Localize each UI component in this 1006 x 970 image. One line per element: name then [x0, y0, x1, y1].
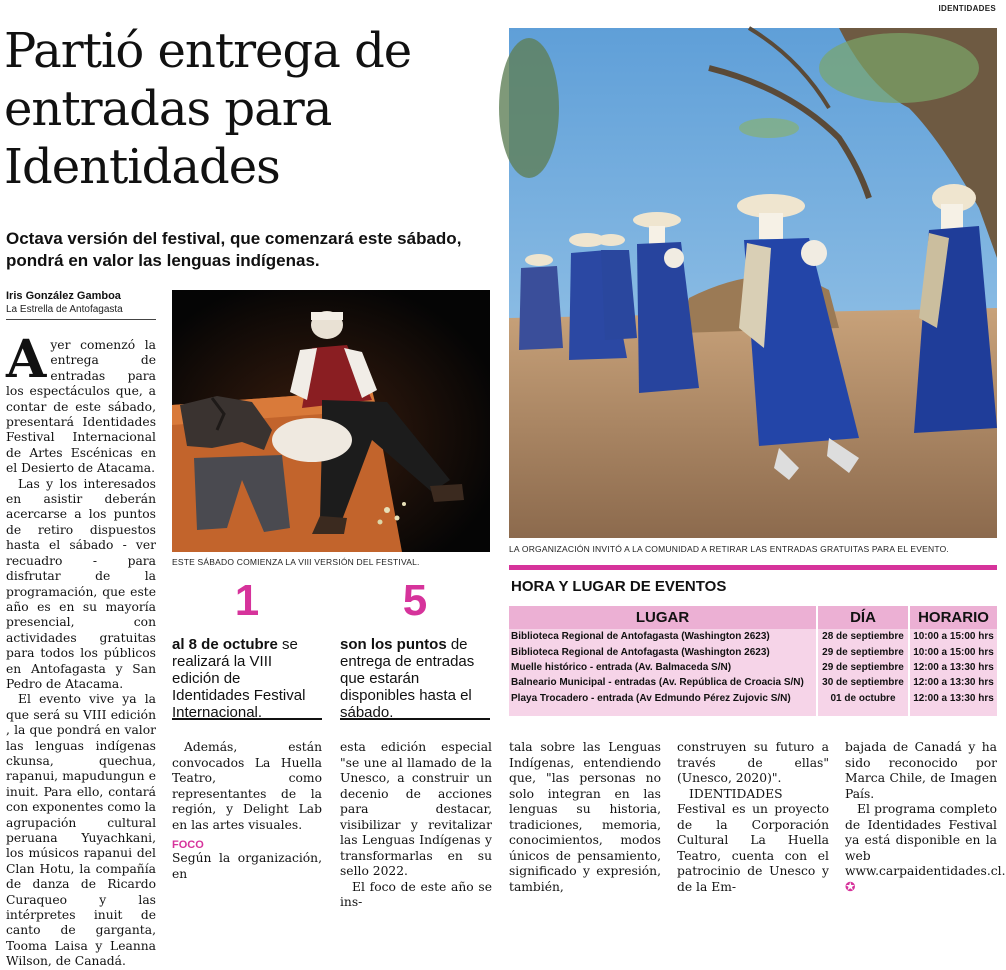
cell-dia: 30 de septiembre — [817, 675, 909, 690]
headline: Partió entrega de entradas para Identidades — [4, 23, 412, 195]
cell-horario: 10:00 a 15:00 hrs — [909, 629, 997, 644]
table-row — [509, 644, 997, 659]
dancers-photo — [509, 28, 997, 538]
table-row — [509, 675, 997, 690]
article-column-4 — [509, 740, 661, 895]
byline-outlet: La Estrella de Antofagasta — [6, 304, 123, 315]
stage-performer-photo — [172, 290, 490, 552]
cell-lugar: Balneario Municipal - entradas (Av. República de Croacia S/N) — [509, 675, 817, 690]
article-column-2 — [172, 740, 322, 882]
end-mark-icon: ✪ — [845, 879, 856, 894]
article-paragraph: IDENTIDADES Festival es un proyecto de la Corporación Cultural La Huella Teatro, cuenta con el patrocinio de Unesco y de la Em- — [677, 786, 829, 894]
stat-description: al 8 de octubre se realizará la VIII edición de Identidades Festival Internacional. — [172, 636, 306, 721]
stat-number: 5 — [402, 576, 428, 625]
stat-description: son los puntos de entrega de entradas que estarán disponibles hasta el sábado. — [340, 636, 475, 721]
lead-paragraph: Octava versión del festival, que comenzará este sábado, pondrá en valor las lenguas indígenas. — [6, 229, 462, 270]
article-paragraph: esta edición especial "se une al llamado de la Unesco, a construir un decenio de acciones para destacar, visibilizar y revitalizar las Lenguas Indígenas y transformarlas en su sello 2022. — [340, 740, 492, 878]
cell-dia: 29 de septiembre — [817, 644, 909, 659]
table-row-spacer — [509, 706, 997, 716]
events-accent-bar — [509, 565, 997, 570]
byline-author: Iris González Gamboa — [6, 290, 121, 302]
article-column-5 — [677, 740, 829, 895]
photo-caption: ESTE SÁBADO COMIENZA LA VIII VERSIÓN DEL FESTIVAL. — [172, 557, 420, 567]
article-paragraph: Las y los interesados en asistir deberán acercarse a los puntos de retiro dispuestos hasta el sábado - ver recuadro - para disfrutar de la programación, que este año es en su mayoría presencial, con actividades gratuitas para todos los públicos en Antofagasta y San Pedro de Atacama. — [6, 476, 156, 691]
article-paragraph: construyen su futuro a través de ellas" (Unesco, 2020)". — [677, 740, 829, 785]
article-paragraph: Según la organización, en — [172, 851, 322, 881]
article-paragraph: El evento vive ya la que será su VIII edición , la que pondrá en valor las lenguas indígenas ckunsa, quechua, rapanui, mapudungun e inuit. Para ello, contará con exponentes como la agrupación cultural peruana Yuyachkani, los músicos rapanui del Clan Hotu, la compañía de danza de Ricardo Curaqueo y las intérpretes inuit de canto de garganta, Tooma Laisa y Leanna Wilson, de Canadá. — [6, 692, 156, 969]
stage-performer-illustration — [172, 290, 490, 552]
article-paragraph: bajada de Canadá y ha sido reconocido por Marca Chile, de Imagen País. — [845, 740, 997, 801]
events-table — [509, 606, 997, 716]
section-tag: IDENTIDADES — [938, 4, 996, 13]
cell-dia: 29 de septiembre — [817, 660, 909, 675]
stat-divider — [340, 718, 490, 720]
article-paragraph: tala sobre las Lenguas Indígenas, entendiendo que, "las personas no solo integran en las lenguas su historia, tradiciones, memoria, conocimientos, modos únicos de pensamiento, significado y expresión, también, — [509, 740, 661, 894]
byline-divider — [6, 319, 156, 320]
table-row — [509, 629, 997, 644]
dancer-figure — [519, 254, 563, 350]
column-header-dia: DÍA — [817, 606, 909, 629]
cell-horario: 12:00 a 13:30 hrs — [909, 675, 997, 690]
cell-horario: 12:00 a 13:30 hrs — [909, 691, 997, 706]
cell-lugar: Muelle histórico - entrada (Av. Balmaceda S/N) — [509, 660, 817, 675]
cell-horario: 12:00 a 13:30 hrs — [909, 660, 997, 675]
article-paragraph: El programa completo de Identidades Festival ya está disponible en la web www.carpaidentidades.cl. ✪ — [845, 802, 1006, 894]
cell-dia: 28 de septiembre — [817, 629, 909, 644]
table-row — [509, 691, 997, 706]
events-table-header-row — [509, 606, 997, 629]
article-column-1 — [6, 329, 156, 970]
byline — [6, 290, 166, 316]
article-paragraph: Además, están convocados La Huella Teatro, como representantes de la región, y Delight Lab en las artes visuales. — [172, 740, 322, 832]
article-paragraph: Ayer comenzó la entrega de entradas para los espectáculos que, a contar de este sábado, presentará Identidades Festival Internacional de Artes Escénicas en el Desierto de Atacama. — [6, 329, 156, 476]
article-column-3 — [340, 740, 492, 911]
article-paragraph: El foco de este año se ins- — [340, 879, 492, 909]
cell-lugar: Playa Trocadero - entrada (Av Edmundo Pérez Zujovic S/N) — [509, 691, 817, 706]
subhead-foco: FOCO — [172, 839, 204, 851]
events-table-title: HORA Y LUGAR DE EVENTOS — [511, 578, 727, 595]
stat-divider — [172, 718, 322, 720]
column-header-horario: HORARIO — [909, 606, 997, 629]
photo-caption: LA ORGANIZACIÓN INVITÓ A LA COMUNIDAD A RETIRAR LAS ENTRADAS GRATUITAS PARA EL EVENTO. — [509, 544, 949, 554]
article-column-6 — [845, 740, 1006, 895]
stat-number: 1 — [234, 576, 260, 625]
column-header-lugar: LUGAR — [509, 606, 817, 629]
cell-lugar: Biblioteca Regional de Antofagasta (Washington 2623) — [509, 629, 817, 644]
table-row — [509, 660, 997, 675]
cell-lugar: Biblioteca Regional de Antofagasta (Washington 2623) — [509, 644, 817, 659]
drop-cap: A — [6, 329, 47, 390]
dancers-illustration — [509, 28, 997, 538]
cell-dia: 01 de octubre — [817, 691, 909, 706]
cell-horario: 10:00 a 15:00 hrs — [909, 644, 997, 659]
